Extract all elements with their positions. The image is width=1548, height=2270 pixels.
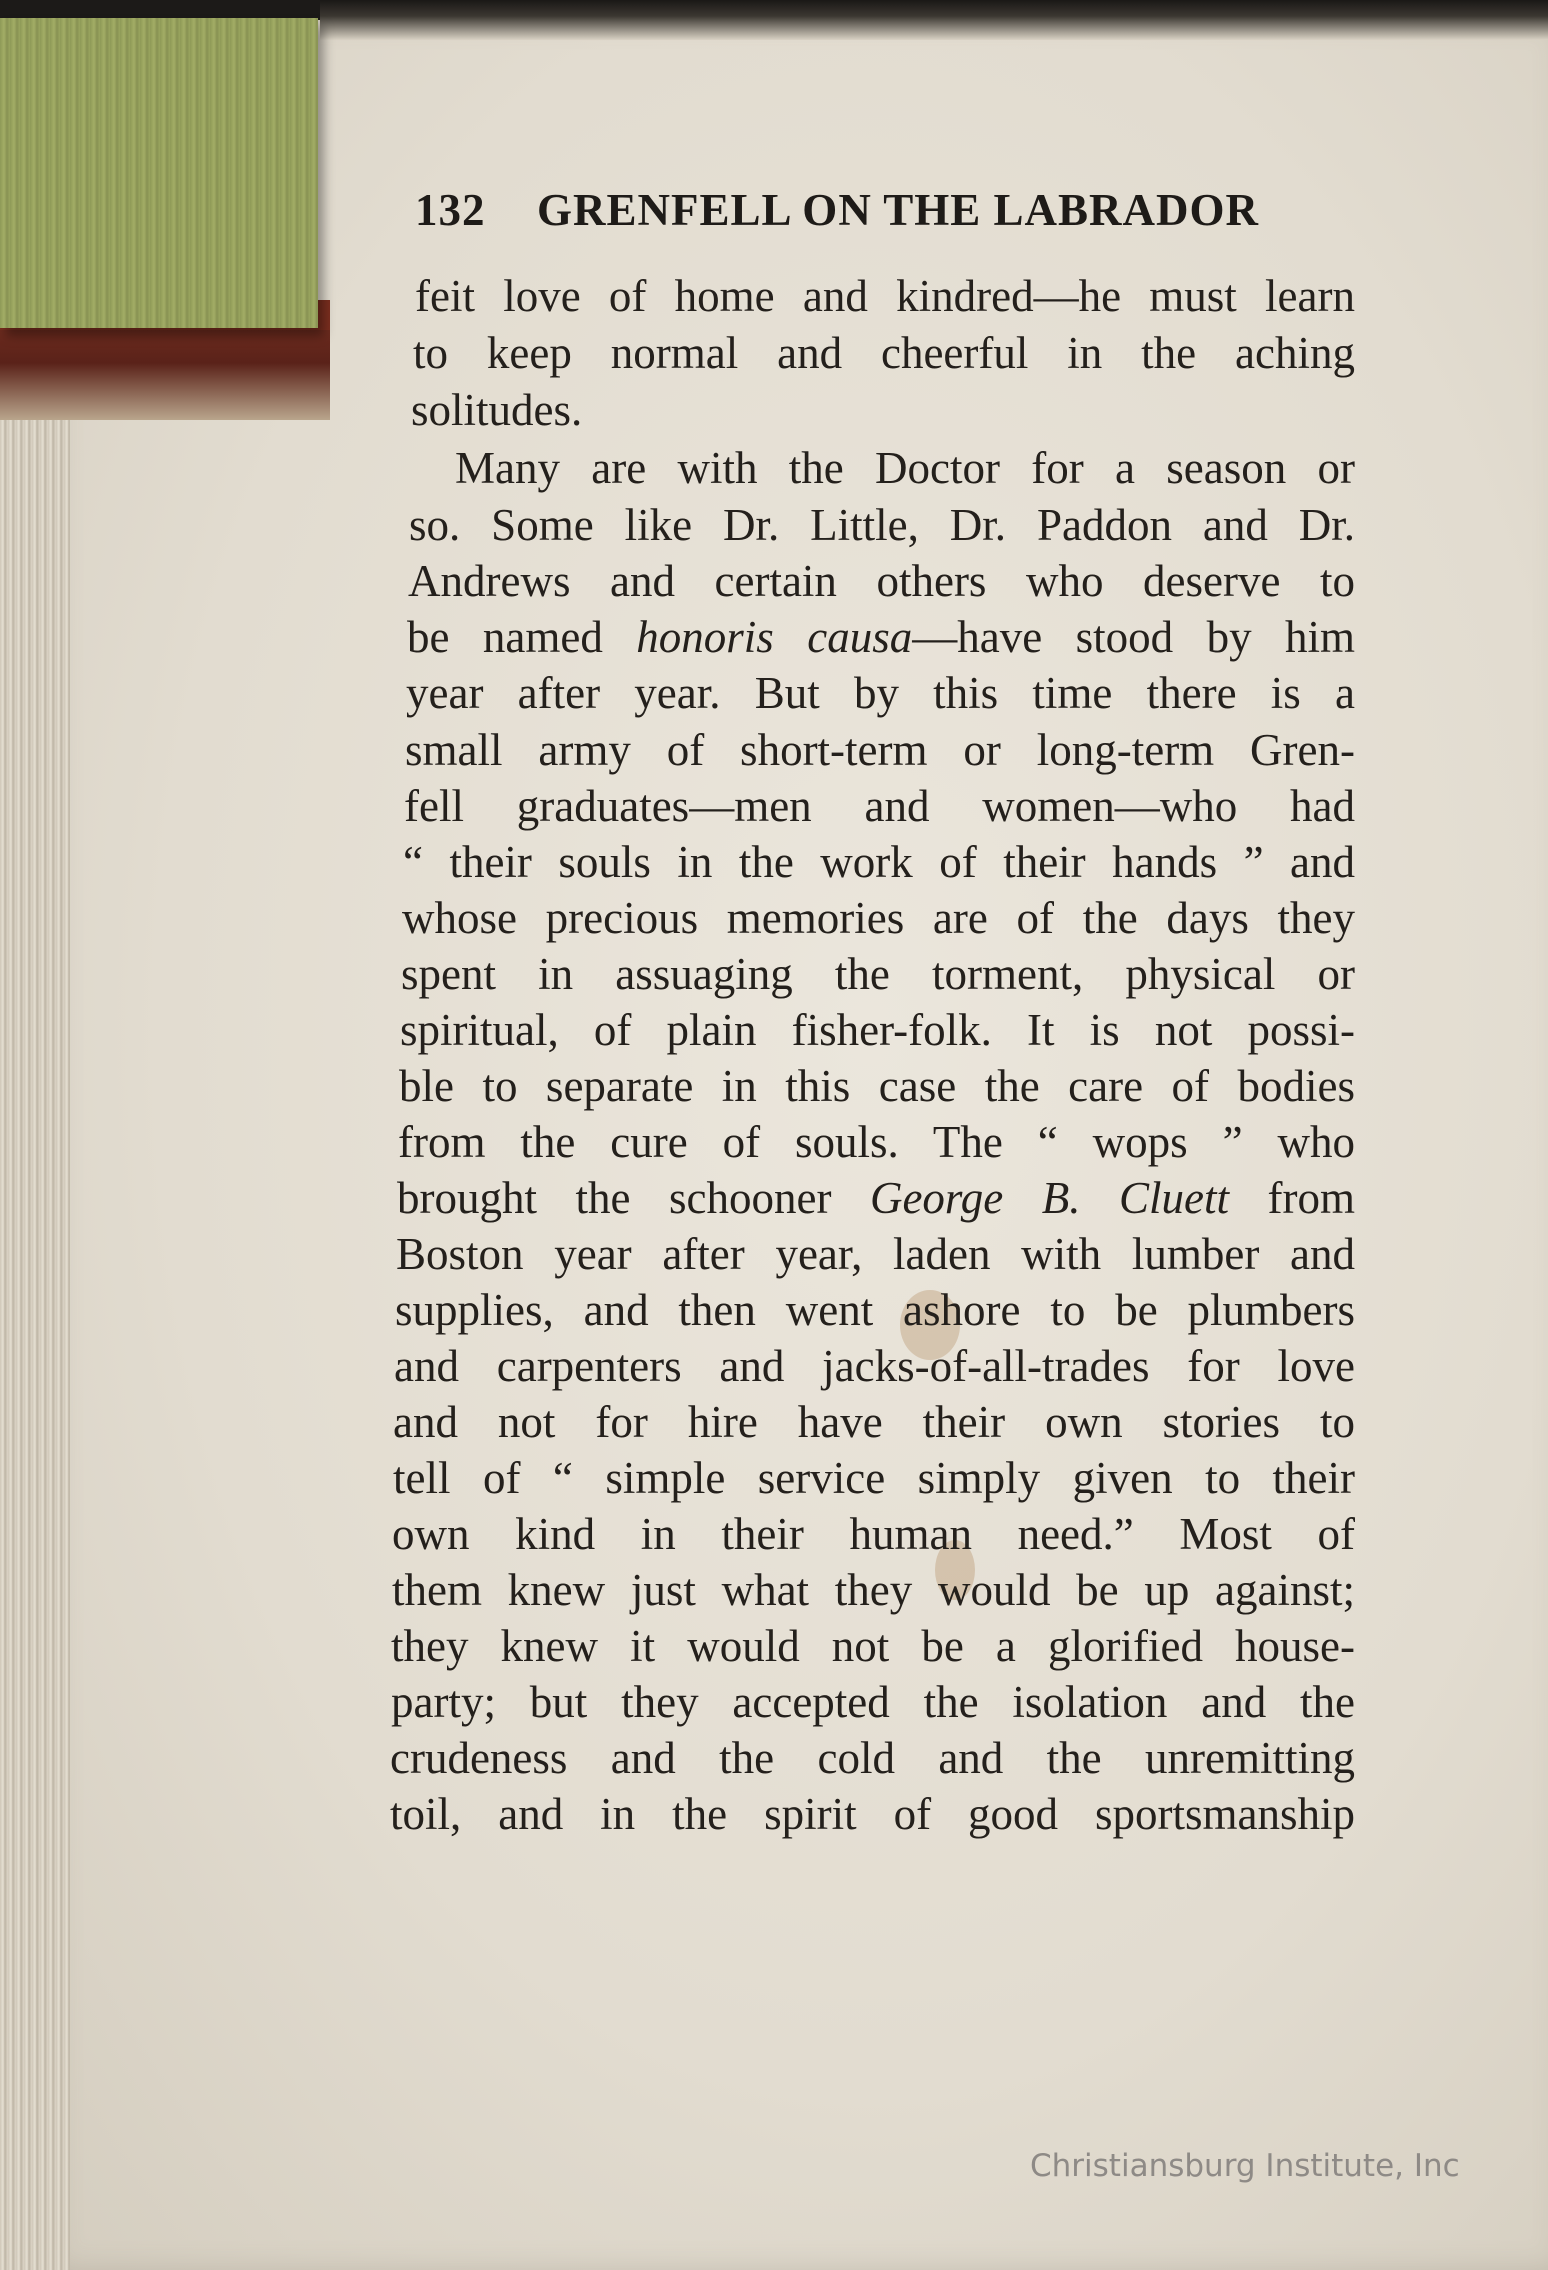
text-line: and carpenters and jacks-of-all-trades for love: [394, 1341, 1355, 1391]
text-line: and not for hire have their own stories to: [393, 1397, 1355, 1447]
text-line: ble to separate in this case the care of bodies: [399, 1061, 1355, 1111]
text-line-with-italic: [407, 609, 1355, 665]
text-line: year after year. But by this time there is a: [406, 668, 1355, 718]
text-line: to keep normal and cheerful in the aching: [413, 328, 1355, 378]
text-line: them knew just what they would be up against;: [392, 1565, 1355, 1615]
text-line: whose precious memories are of the days they: [402, 893, 1355, 943]
text-line: from the cure of souls. The “ wops ” who: [398, 1117, 1355, 1167]
text-line: spiritual, of plain fisher-folk. It is not possi-: [400, 1005, 1355, 1055]
text-line: “ their souls in the work of their hands ” and: [403, 837, 1355, 887]
text-line: tell of “ simple service simply given to their: [393, 1453, 1355, 1503]
text-line: party; but they accepted the isolation and the: [391, 1677, 1355, 1727]
text-line: small army of short-term or long-term Gren-: [405, 725, 1355, 775]
text-line: own kind in their human need.” Most of: [392, 1509, 1355, 1559]
italic-phrase: George B. Cluett: [869, 1173, 1229, 1223]
text-line: they knew it would not be a glorified house-: [391, 1621, 1355, 1671]
running-title: GRENFELL ON THE LABRADOR: [537, 185, 1260, 235]
text-line: solitudes.: [411, 385, 583, 435]
page-number: 132: [415, 185, 486, 235]
text-segment: brought the schooner: [397, 1173, 832, 1223]
text-line: spent in assuaging the torment, physical or: [401, 949, 1355, 999]
text-line: toil, and in the spirit of good sportsmanship: [390, 1789, 1355, 1839]
italic-phrase: honoris causa: [636, 612, 913, 662]
text-line-with-italic: [397, 1170, 1355, 1226]
text-line: feit love of home and kindred—he must learn: [415, 271, 1355, 321]
text-line: Many are with the Doctor for a season or: [455, 443, 1355, 493]
running-head: [415, 184, 1335, 236]
text-segment: —have stood by him: [912, 612, 1355, 662]
text-line: Andrews and certain others who deserve to: [408, 556, 1355, 606]
text-segment: be named: [407, 612, 603, 662]
text-segment: from: [1267, 1173, 1355, 1223]
text-line: supplies, and then went ashore to be plumbers: [395, 1285, 1355, 1335]
text-line: Boston year after year, laden with lumber and: [396, 1229, 1355, 1279]
text-line: crudeness and the cold and the unremitting: [390, 1733, 1355, 1783]
watermark: Christiansburg Institute, Inc: [1030, 2148, 1460, 2184]
text-line: fell graduates—men and women—who had: [404, 781, 1355, 831]
text-line: so. Some like Dr. Little, Dr. Paddon and Dr.: [409, 500, 1355, 550]
